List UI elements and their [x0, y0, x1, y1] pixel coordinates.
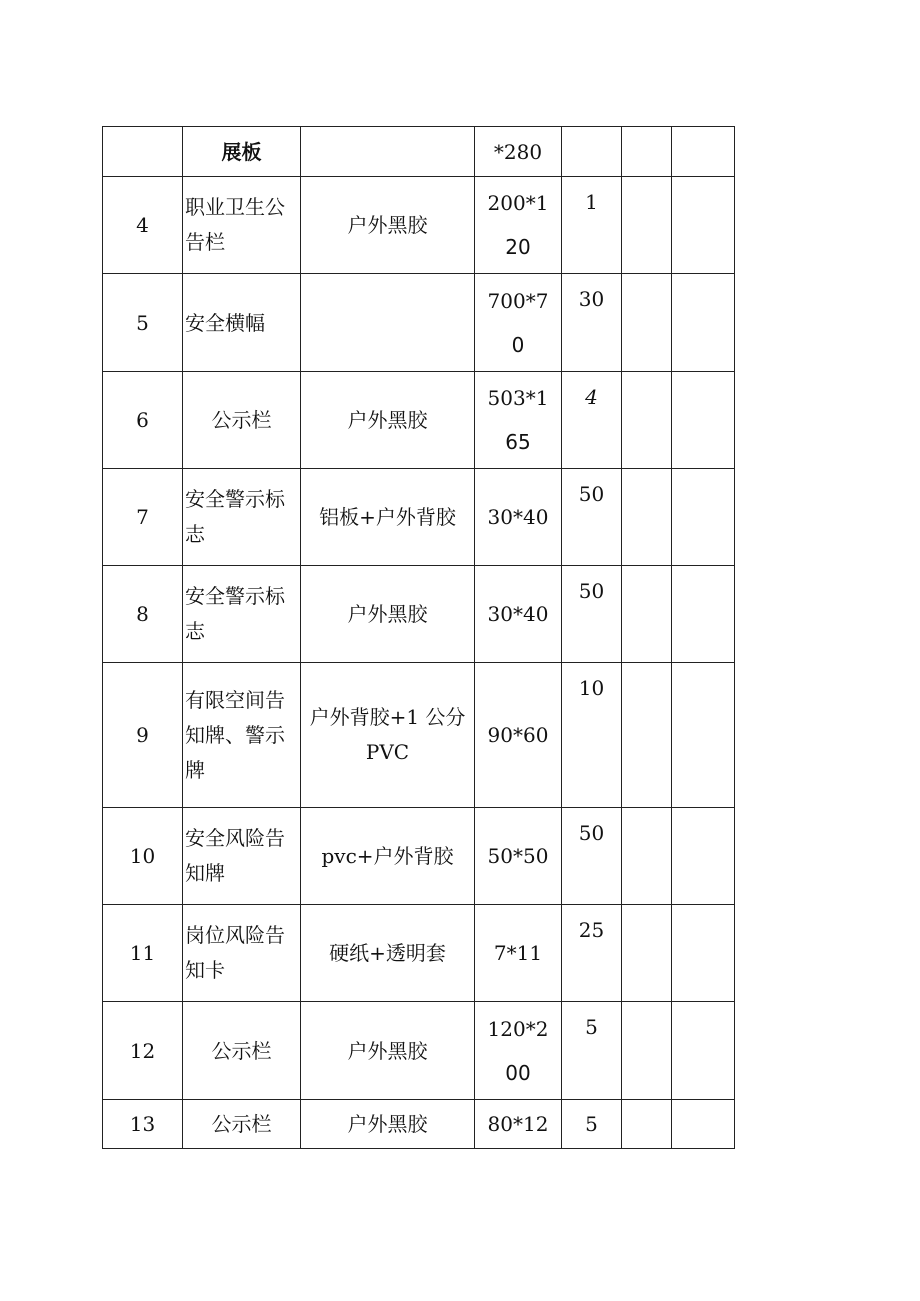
cell-material — [301, 127, 475, 177]
cell-size — [475, 127, 562, 177]
cell-qty: 30 — [562, 274, 622, 372]
table-row — [103, 127, 735, 177]
cell-size — [475, 372, 562, 469]
cell-empty — [622, 1002, 672, 1100]
cell-qty — [562, 127, 622, 177]
cell-no: 8 — [103, 566, 183, 663]
item-name: 安全风险告知牌 — [185, 826, 285, 885]
cell-qty: 50 — [562, 469, 622, 566]
cell-name — [183, 1100, 301, 1149]
cell-qty: 50 — [562, 808, 622, 905]
item-name: 公示栏 — [211, 408, 272, 432]
cell-qty: 1 — [562, 177, 622, 274]
cell-empty — [622, 177, 672, 274]
cell-no: 4 — [103, 177, 183, 274]
size-line: 700*7 — [487, 288, 549, 313]
size-line: 00 — [505, 1060, 531, 1085]
cell-qty: 25 — [562, 905, 622, 1002]
cell-size — [475, 1100, 562, 1149]
cell-no: 11 — [103, 905, 183, 1002]
cell-empty — [622, 905, 672, 1002]
cell-no: 5 — [103, 274, 183, 372]
size-line: 90*60 — [487, 723, 549, 747]
cell-empty — [672, 905, 735, 1002]
cell-empty — [672, 127, 735, 177]
item-name: 岗位风险告知卡 — [185, 923, 285, 982]
table-row — [103, 808, 735, 905]
item-name: 展板 — [221, 139, 262, 164]
size-line: 50*50 — [487, 844, 549, 868]
size-line: 80*12 — [487, 1112, 549, 1136]
cell-empty — [672, 1002, 735, 1100]
cell-empty — [622, 127, 672, 177]
size-line: 30*40 — [487, 602, 549, 626]
cell-empty — [622, 469, 672, 566]
cell-empty — [622, 663, 672, 808]
cell-name — [183, 274, 301, 372]
table-row — [103, 177, 735, 274]
cell-empty — [672, 566, 735, 663]
table-row — [103, 905, 735, 1002]
cell-name — [183, 808, 301, 905]
cell-size — [475, 808, 562, 905]
cell-material: 铝板+户外背胶 — [301, 469, 475, 566]
cell-material: 户外黑胶 — [301, 177, 475, 274]
cell-material — [301, 274, 475, 372]
cell-size — [475, 663, 562, 808]
cell-size — [475, 566, 562, 663]
cell-no: 7 — [103, 469, 183, 566]
cell-qty: 5 — [562, 1002, 622, 1100]
cell-qty: 10 — [562, 663, 622, 808]
cell-size — [475, 469, 562, 566]
cell-name — [183, 1002, 301, 1100]
size-line: 503*1 — [487, 386, 549, 410]
cell-empty — [622, 808, 672, 905]
table-row — [103, 1002, 735, 1100]
cell-empty — [622, 1100, 672, 1149]
cell-empty — [672, 808, 735, 905]
table-row — [103, 1100, 735, 1149]
item-name: 安全警示标志 — [185, 487, 285, 546]
table-row — [103, 372, 735, 469]
cell-name — [183, 469, 301, 566]
size-line: 30*40 — [487, 505, 549, 529]
item-name: 职业卫生公告栏 — [185, 195, 285, 254]
cell-material: 户外黑胶 — [301, 1002, 475, 1100]
cell-material: 户外黑胶 — [301, 372, 475, 469]
item-name: 公示栏 — [211, 1112, 272, 1136]
size-line: 120*2 — [487, 1016, 549, 1041]
cell-name — [183, 566, 301, 663]
cell-name — [183, 177, 301, 274]
size-line: 65 — [505, 430, 531, 454]
size-line: 200*1 — [487, 191, 549, 215]
size-line: 0 — [511, 332, 525, 357]
cell-material: 硬纸+透明套 — [301, 905, 475, 1002]
size-line: 7*11 — [493, 941, 543, 965]
size-line: *280 — [493, 139, 543, 164]
materials-table — [102, 126, 735, 1149]
cell-empty — [672, 372, 735, 469]
item-name: 有限空间告知牌、警示牌 — [185, 687, 285, 782]
cell-empty — [672, 177, 735, 274]
cell-size — [475, 177, 562, 274]
cell-empty — [622, 274, 672, 372]
cell-empty — [672, 663, 735, 808]
cell-qty: 50 — [562, 566, 622, 663]
table-row — [103, 274, 735, 372]
cell-name — [183, 663, 301, 808]
cell-empty — [672, 1100, 735, 1149]
cell-empty — [672, 469, 735, 566]
cell-size — [475, 1002, 562, 1100]
cell-empty — [672, 274, 735, 372]
cell-no: 10 — [103, 808, 183, 905]
cell-empty — [622, 566, 672, 663]
cell-qty: 4 — [562, 372, 622, 469]
size-line: 20 — [505, 235, 531, 259]
cell-name — [183, 372, 301, 469]
cell-no — [103, 127, 183, 177]
cell-no: 13 — [103, 1100, 183, 1149]
table-row — [103, 663, 735, 808]
cell-name — [183, 905, 301, 1002]
table-row — [103, 469, 735, 566]
cell-size — [475, 274, 562, 372]
cell-no: 9 — [103, 663, 183, 808]
cell-material: 户外黑胶 — [301, 1100, 475, 1149]
cell-no: 6 — [103, 372, 183, 469]
item-name: 安全横幅 — [185, 310, 265, 335]
item-name: 公示栏 — [211, 1038, 272, 1063]
cell-no: 12 — [103, 1002, 183, 1100]
cell-qty: 5 — [562, 1100, 622, 1149]
item-name: 安全警示标志 — [185, 584, 285, 643]
cell-name — [183, 127, 301, 177]
cell-material: 户外黑胶 — [301, 566, 475, 663]
cell-empty — [622, 372, 672, 469]
cell-material: 户外背胶+1 公分PVC — [301, 663, 475, 808]
cell-size — [475, 905, 562, 1002]
cell-material: pvc+户外背胶 — [301, 808, 475, 905]
table-row — [103, 566, 735, 663]
